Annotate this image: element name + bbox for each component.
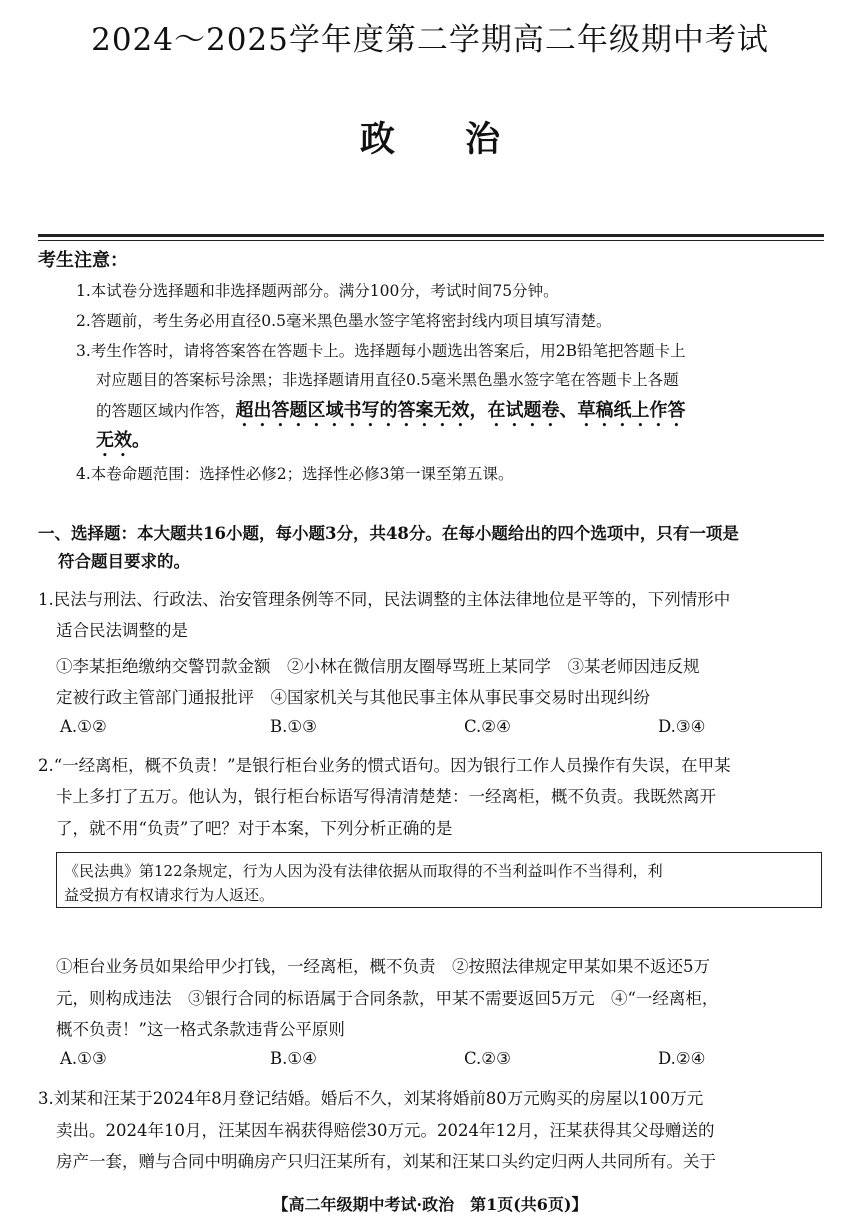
header-rule-thick [38,234,824,237]
section-heading: 一、选择题：本大题共16小题，每小题3分，共48分。在每小题给出的四个选项中，只有一项是 [38,524,739,543]
notice-item-1: 1.本试卷分选择题和非选择题两部分。满分100分，考试时间75分钟。 [76,282,559,300]
q2-statements-line-1: ①柜台业务员如果给甲少打钱，一经离柜，概不负责 ②按照法律规定甲某如果不返还5万 [56,957,710,976]
q1-statements-line-2: 定被行政主管部门通报批评 ④国家机关与其他民事主体从事民事交易时出现纠纷 [56,688,650,707]
q2-stem-line-2: 卡上多打了五万。他认为，银行柜台标语写得清清楚楚：一经离柜，概不负责。我既然离开 [56,787,716,806]
notice-item-3-line-3 [96,396,686,431]
q1-statements-line-1: ①李某拒绝缴纳交警罚款金额 ②小林在微信朋友圈辱骂班上某同学 ③某老师因违反规 [56,657,700,676]
q1-stem-line-1: 1.民法与刑法、行政法、治安管理条例等不同，民法调整的主体法律地位是平等的，下列情形中 [38,590,731,609]
q2-statements-line-3: 概不负责！”这一格式条款违背公平原则 [56,1020,345,1039]
q1-option-c: C.②④ [464,717,511,736]
subject-title: 政治 [359,119,570,160]
notice-heading: 考生注意： [38,250,128,271]
q1-option-d: D.③④ [658,717,706,736]
notice-item-3-line-2: 对应题目的答案标号涂黑；非选择题请用直径0.5毫米黑色墨水签字笔在答题卡上各题 [96,371,679,389]
notice-emphasis-end: 无效。 [96,430,150,451]
notice-item-2: 2.答题前，考生务必用直径0.5毫米黑色墨水签字笔将密封线内项目填写清楚。 [76,312,612,330]
q2-stem-line-3: 了，就不用“负责”了吧？对于本案，下列分析正确的是 [56,819,453,838]
q3-stem-line-1: 3.刘某和汪某于2024年8月登记结婚。婚后不久，刘某将婚前80万元购买的房屋以100万元 [38,1089,704,1108]
q2-option-d: D.②④ [658,1049,706,1068]
q2-option-b: B.①④ [270,1049,317,1068]
page-footer: 【高二年级期中考试·政治 第1页(共6页)】 [272,1195,588,1214]
header-rule-thin [38,240,824,241]
q2-material-line-2: 益受损方有权请求行为人返还。 [64,886,275,904]
notice-item-3-text: 的答题区域内作答， [96,402,236,420]
notice-item-3: 3.考生作答时，请将答案答在答题卡上。选择题每小题选出答案后，用2B铅笔把答题卡上 [76,342,686,360]
q2-material-line-1: 《民法典》第122条规定，行为人因为没有法律依据从而取得的不当利益叫作不当得利，利 [64,862,663,880]
section-heading-line-2: 符合题目要求的。 [58,552,190,571]
q2-option-a: A.①③ [60,1049,107,1068]
q3-stem-line-3: 房产一套，赠与合同中明确房产只归汪某所有，刘某和汪某口头约定归两人共同所有。关于 [56,1152,716,1171]
q1-option-b: B.①③ [270,717,317,736]
notice-item-3-line-4 [96,426,150,461]
q1-stem-line-2: 适合民法调整的是 [56,621,188,640]
notice-item-4: 4.本卷命题范围：选择性必修2；选择性必修3第一课至第五课。 [76,465,514,483]
q2-statements-line-2: 元，则构成违法 ③银行合同的标语属于合同条款，甲某不需要返回5万元 ④“一经离柜， [56,989,719,1008]
notice-emphasis: 超出答题区域书写的答案无效，在试题卷、草稿纸上作答 [235,400,686,421]
q3-stem-line-2: 卖出。2024年10月，汪某因车祸获得赔偿30万元。2024年12月，汪某获得其父母赠送的 [56,1121,715,1140]
exam-title: 2024～2025学年度第二学期高二年级期中考试 [91,22,769,58]
q2-option-c: C.②③ [464,1049,511,1068]
q1-option-a: A.①② [60,717,107,736]
q2-stem-line-1: 2.“一经离柜，概不负责！”是银行柜台业务的惯式语句。因为银行工作人员操作有失误，在甲某 [38,756,731,775]
